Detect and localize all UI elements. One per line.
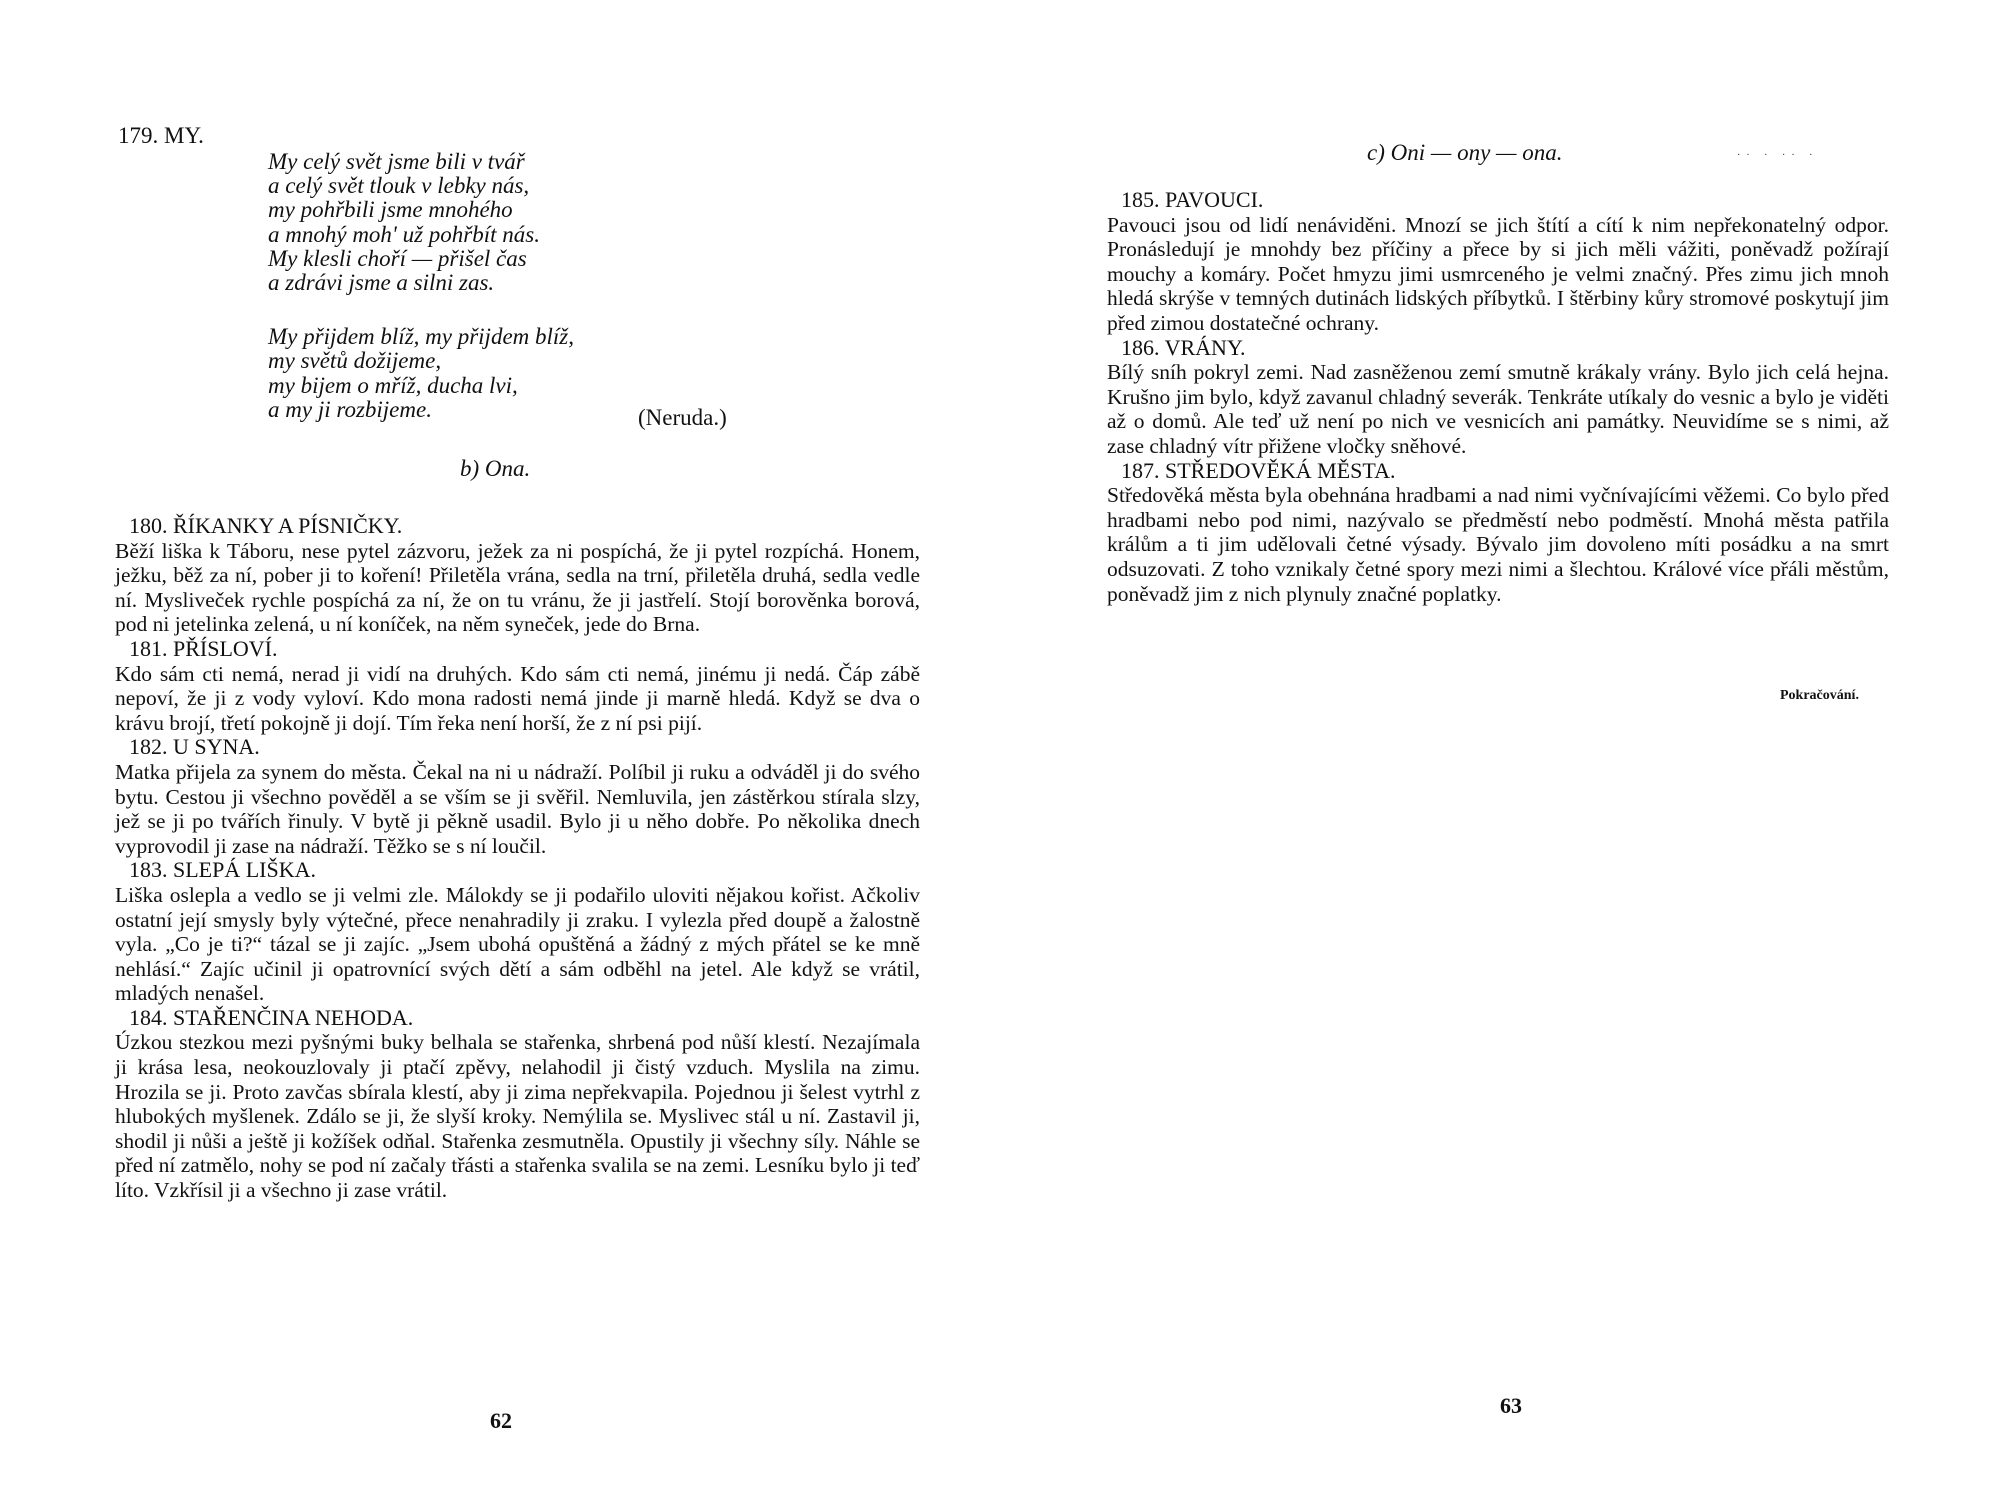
section-text: Běží liška k Táboru, nese pytel zázvoru, ježek za ni pospíchá, že ji pytel rozpíchá. Honem, ježku, běž za ní, pober ji to koření! Přiletěla vrána, sedla na trní, přiletěla druhá, sedla vedle ní. Mysliveček rychle pospíchá za ní, že on tu vránu, že ji jastřelí. Stojí borověnka borová, pod ni jetelinka zelená, u ní koníček, na něm syneček, jede do Brna. xyxy=(115,538,920,637)
section-text: Bílý sníh pokryl zemi. Nad zasněženou zemí smutně krákaly vrány. Bylo jich celá hejna. Krušno jim bylo, když zavanul chladný severák. Tenkráte utíkaly do vesnic a bylo je viděti až o domů. Ale teď už není po nich ve vesnicích ani památky. Neuvidíme se s nimi, až zase chladný vítr přižene vločky sněhové. xyxy=(1107,360,1889,458)
poem-line: My celý svět jsme bili v tvář xyxy=(268,149,525,174)
poem-line: my světů dožijeme, xyxy=(268,348,442,374)
subheading-c: c) Oni — ony — ona. xyxy=(1367,140,1563,165)
poem-line: my bijem o mříž, ducha lvi, xyxy=(268,372,518,398)
poem-heading: 179. MY. xyxy=(118,123,204,148)
section-title: 181. PŘÍSLOVÍ. xyxy=(129,635,278,661)
text-section xyxy=(115,637,920,735)
text-section xyxy=(1107,459,1889,607)
section-title: 186. VRÁNY. xyxy=(1121,334,1246,360)
section-text: Matka přijela za synem do města. Čekal na ni u nádraží. Políbil ji ruku a odváděl ji do svého bytu. Cestou ji všechno pověděl a se vším se ji svěřil. Nemluvila, jen zástěrkou stírala slzy, jež se ji po tvářích řinuly. V bytě ji pěkně usadil. Bylo ji u něho dobře. Po několika dnech vyprovodil ji zase na nádraží. Těžko se s ní loučil. xyxy=(115,759,920,858)
poem-line: a mnohý moh' už pohřbít nás. xyxy=(268,221,540,247)
text-section xyxy=(115,514,920,637)
poem-line: my pohřbili jsme mnohého xyxy=(268,197,513,223)
poem-line: My klesli choří — přišel čas xyxy=(268,245,527,271)
poem-stanza xyxy=(268,325,574,422)
section-title: 183. SLEPÁ LIŠKA. xyxy=(129,857,317,883)
poem-attribution: (Neruda.) xyxy=(638,405,727,430)
page-number-right: 63 xyxy=(1500,1393,1522,1418)
poem-line: a my ji rozbijeme. xyxy=(268,396,432,422)
section-title: 187. STŘEDOVĚKÁ MĚSTA. xyxy=(1121,457,1396,483)
poem xyxy=(268,150,574,452)
section-text: Úzkou stezkou mezi pyšnými buky belhala se stařenka, shrbená pod nůší klestí. Nezajímala ji krása lesa, neokouzlovaly ji ptačí zpěvy, nelahodil ji čistý vzduch. Myslila na zimu. Hrozila se ji. Proto zavčas sbírala klestí, aby ji zima nepřekvapila. Pojednou ji šelest vytrhl z hlubokých myšlenek. Zdálo se ji, že slyší kroky. Nemýlila se. Myslivec stál u ní. Zastavil ji, shodil ji nůši a ještě ji kožíšek odňal. Stařenka zesmutněla. Opustily ji všechny síly. Náhle se před ní zatmělo, nohy se pod ní začaly třásti a stařenka svalila se na zemi. Lesníku bylo ji teď líto. Vzkřísil ji a všechno ji zase vrátil. xyxy=(115,1030,920,1203)
section-text: Pavouci jsou od lidí nenáviděni. Mnozí se jich štítí a cítí k nim nepřekonatelný odpor. Pronásledují je mnohdy bez příčiny a přece by si jich měli vážiti, poněvadž požírají mouchy a komáry. Počet hmyzu jimi usmrceného je velmi značný. Přes zimu jich mnoh hledá skrýše v temných dutinách lidských příbytků. I štěrbiny kůry stromové poskytují jim před zimou dostatečné ochrany. xyxy=(1107,212,1889,335)
text-section xyxy=(1107,336,1889,459)
section-text: Liška oslepla a vedlo se ji velmi zle. Málokdy se ji podařilo uloviti nějakou kořist. Ačkoliv ostatní její smysly byly výtečné, přece nenahradily ji zraku. I vylezla před doupě a žalostně vyla. „Co je ti?“ tázal se ji zajíc. „Jsem ubohá opuštěná a žádný z mých přátel se ke mně nehlásí.“ Zajíc učinil ji opatrovnící svých dětí a sám odběhl na jetel. Ale když se vrátil, mladých nenašel. xyxy=(115,882,920,1006)
scan-marks: ·· · ·· · xyxy=(1737,150,1819,161)
left-sections xyxy=(115,514,920,1203)
section-title: 184. STAŘENČINA NEHODA. xyxy=(129,1004,414,1030)
poem-stanza xyxy=(268,150,574,295)
section-text: Středověká města byla obehnána hradbami a nad nimi vyčnívajícími věžemi. Co bylo před hradbami nebo pod nimi, nazývalo se předměstí nebo podměstí. Mnohá města patřila králům a ti jim udělovali četné výsady. Bývalo jim dovoleno míti posádku a na smrt odsuzovati. Z toho vznikaly četné spory mezi nimi a šlechtou. Králové více přáli městům, poněvadž jim z nich plynuly značné poplatky. xyxy=(1107,483,1889,606)
continued-note: Pokračování. xyxy=(1780,688,1859,703)
subheading-b: b) Ona. xyxy=(460,456,531,481)
poem-line: a zdrávi jsme a silni zas. xyxy=(268,270,495,296)
page-number-left: 62 xyxy=(490,1408,512,1433)
poem-line: My přijdem blíž, my přijdem blíž, xyxy=(268,324,574,350)
poem-line: a celý svět tlouk v lebky nás, xyxy=(268,173,530,199)
right-sections xyxy=(1107,188,1889,606)
section-title: 182. U SYNA. xyxy=(129,734,260,760)
text-section xyxy=(115,735,920,858)
text-section xyxy=(115,1006,920,1203)
section-title: 185. PAVOUCI. xyxy=(1121,187,1264,212)
text-section xyxy=(1107,188,1889,336)
text-section xyxy=(115,858,920,1006)
right-page xyxy=(1002,0,2004,1500)
section-text: Kdo sám cti nemá, nerad ji vidí na druhých. Kdo sám cti nemá, jinému ji nedá. Čáp zábě nepoví, že ji z vody vyloví. Kdo mona radosti nemá jinde ji marně hledá. Když se dva o krávu brojí, třetí pokojně ji dojí. Tím řeka není horší, že z ní psi pijí. xyxy=(115,661,920,735)
section-title: 180. ŘÍKANKY A PÍSNIČKY. xyxy=(129,513,403,538)
